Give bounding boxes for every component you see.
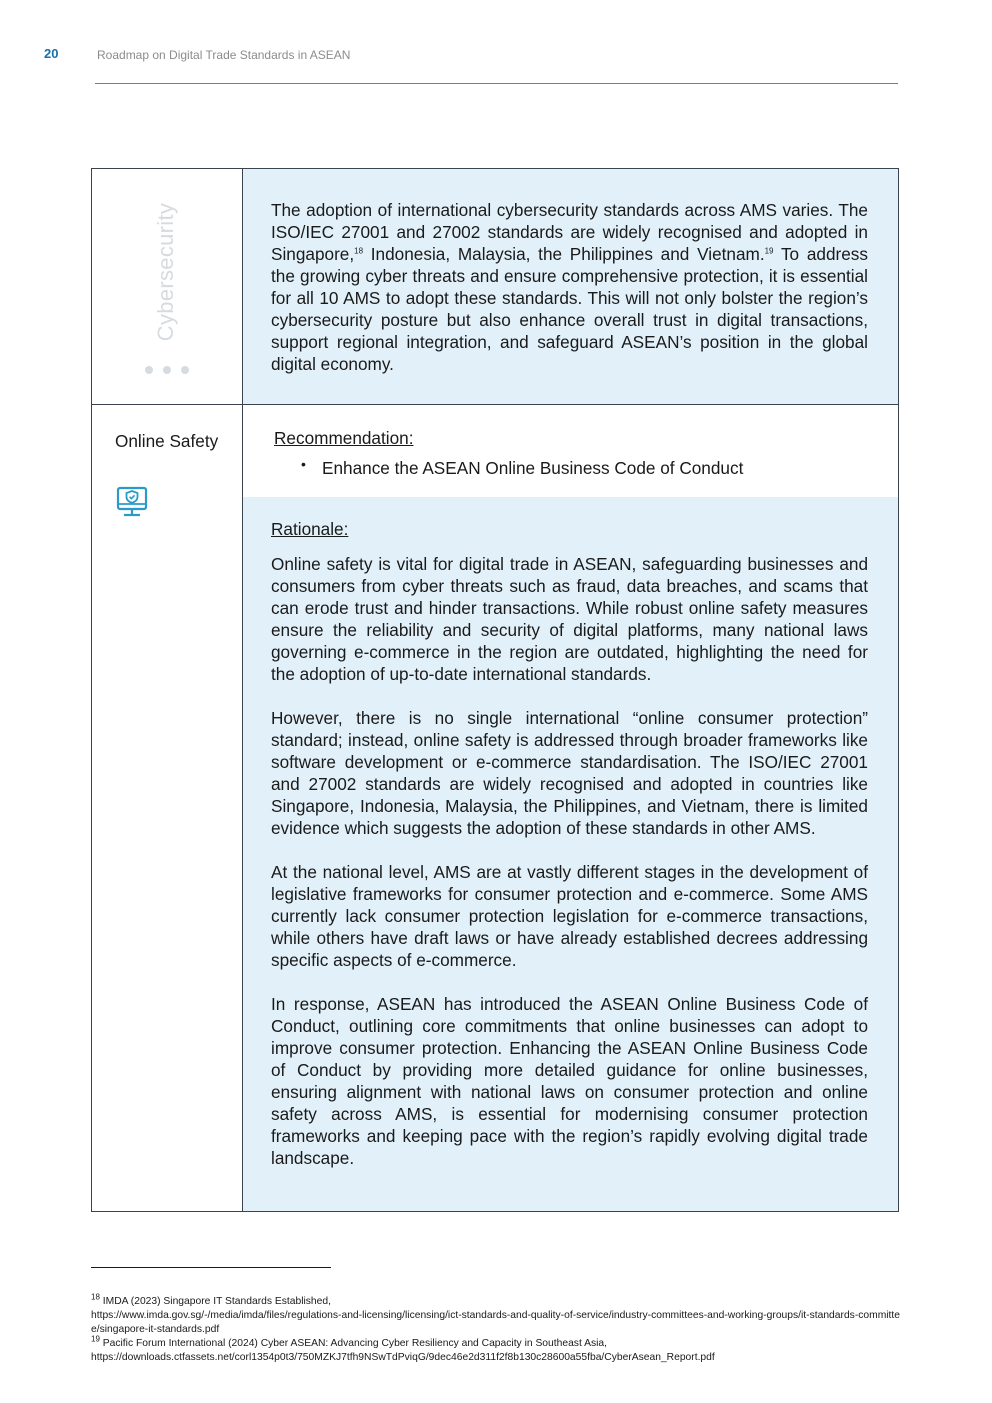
footnotes: [91, 1292, 901, 1365]
footnote-number: 18: [91, 1292, 100, 1302]
paragraph-text: To address the growing cyber threats and ensure comprehensive protection, it is essential for all 10 AMS to adopt these standards. This will not only bolster the region’s cybersecurity posture but also enhance overall trust in digital transactions, support regional integration, and safeguard ASEAN’s position in the global digital economy.: [271, 244, 868, 374]
dot: [181, 366, 189, 374]
rationale-paragraph: At the national level, AMS are at vastly different stages in the development of legislative frameworks for consumer protection and e-commerce. Some AMS currently lack consumer protection legislation for e-commerce transactions, while others have draft laws or have already established decrees addressing specific aspects of e-commerce.: [271, 862, 868, 970]
rationale-text: [271, 553, 868, 1191]
footnote-number: 19: [91, 1334, 100, 1344]
running-header-title: Roadmap on Digital Trade Standards in ASEAN: [97, 48, 351, 62]
cybersecurity-vertical-label: Cybersecurity: [153, 202, 178, 342]
monitor-shield-icon: [114, 485, 150, 524]
rationale-paragraph: Online safety is vital for digital trade in ASEAN, safeguarding businesses and consumers from cyber threats such as fraud, data breaches, and scams that can erode trust and hinder transactions. While robust online safety measures ensure the reliability and security of digital platforms, many national laws governing e-commerce in the region are outdated, highlighting the need for the adoption of up-to-date international standards.: [271, 554, 868, 684]
paragraph-text: Indonesia, Malaysia, the Philippines and Vietnam.: [363, 244, 765, 264]
footnote-19-link[interactable]: https://downloads.ctfassets.net/corl1354p0t3/750MZKJ7tfh9NSwTdPviqG/9dec46e2d311f2f8b130c28600a55fba/CyberAsean_Report.pdf: [91, 1352, 715, 1363]
dot: [163, 366, 171, 374]
footnote-ref-19[interactable]: 19: [764, 246, 774, 256]
header-divider: [95, 83, 898, 84]
recommendation-heading: Recommendation:: [274, 428, 414, 448]
paragraph-text: The adoption of international cybersecurity standards across AMS varies. The ISO/IEC 27001 and 27002 standards are widely recognised and adopted in Singapore,: [271, 200, 868, 264]
continuation-dots: [145, 366, 189, 374]
bullet: •: [301, 456, 306, 472]
page-number: 20: [44, 46, 59, 61]
footnote-text: IMDA (2023) Singapore IT Standards Established,: [99, 1296, 331, 1307]
dot: [145, 366, 153, 374]
footnote-divider: [91, 1267, 331, 1268]
footnote-text: Pacific Forum International (2024) Cyber ASEAN: Advancing Cyber Resiliency and Capacity in Southeast Asia,: [99, 1338, 607, 1349]
rationale-paragraph: In response, ASEAN has introduced the ASEAN Online Business Code of Conduct, outlining core commitments that online businesses can adopt to improve consumer protection. Enhancing the ASEAN Online Business Code of Conduct by providing more detailed guidance for online businesses, ensuring alignment with national laws on consumer protection and online safety across AMS, is essential for modernising consumer protection frameworks and keeping pace with the region’s rapidly evolving digital trade landscape.: [271, 994, 868, 1168]
online-safety-label: Online Safety: [115, 431, 219, 451]
footnote-ref-18[interactable]: 18: [354, 246, 364, 256]
rationale-paragraph: However, there is no single international “online consumer protection” standard; instead, online safety is addressed through broader frameworks like software development or e-commerce standardisation. The ISO/IEC 27001 and 27002 standards are widely recognised and adopted in countries like Singapore, Indonesia, Malaysia, the Philippines, and Vietnam, there is limited evidence which suggests the adoption of these standards in other AMS.: [271, 708, 868, 838]
footnote-18-link[interactable]: https://www.imda.gov.sg/-/media/imda/files/regulations-and-licensing/licensing/ict-standards-and-quality-of-service/industry-committees-and-working-groups/it-standards-committee/singapore-it-standards.pdf: [91, 1310, 901, 1335]
recommendation-table: [91, 168, 899, 1212]
recommendation-item: Enhance the ASEAN Online Business Code of Conduct: [322, 458, 744, 478]
rationale-heading: Rationale:: [271, 519, 349, 539]
cybersecurity-paragraph: [271, 199, 868, 375]
footnote-18: [91, 1292, 901, 1309]
footnote-19: [91, 1334, 901, 1351]
